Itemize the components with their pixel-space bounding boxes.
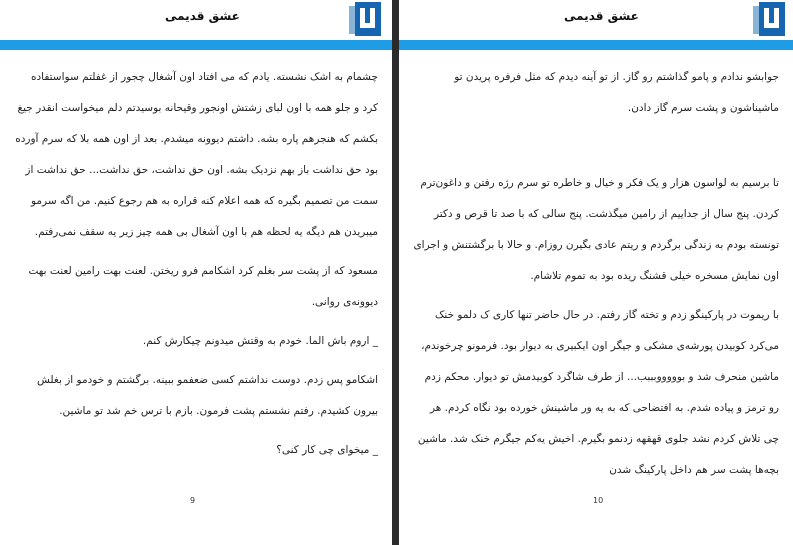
paragraph: تا برسیم به لواسون هزار و یک فکر و خیال و خاطره تو سرم رژه رفتن و داغون‌ترم کردن. پنج سال از جداییم از رامین میگذشت. پنج سالی که با صد تا قرص و دکتر تونسته بودم به زندگی برگردم و ریتم عادی بگیرن روزام. و حالا با برگشتنش و اجرای اون نمایش مسخره خیلی قشنگ ریده بود به تموم تلاشام.	[413, 177, 779, 282]
page-body	[413, 62, 779, 486]
paragraph: جوابشو ندادم و پامو گذاشتم رو گاز. از تو آینه دیدم که مثل فرفره پریدن تو ماشیناشون و پشت سرم گاز دادن.	[454, 71, 779, 114]
page-number: 9	[190, 496, 196, 505]
book-page-left	[0, 0, 392, 545]
book-logo-icon	[753, 2, 787, 36]
paragraph: اشکامو پس زدم. دوست نداشتم کسی ضعفمو ببینه. برگشتم و خودمو از بغلش بیرون کشیدم. رفتم نشستم پشت فرمون. بازم با ترس خم شد تو ماشین.	[37, 374, 378, 417]
book-logo-icon	[349, 2, 383, 36]
paragraph: با ریموت در پارکینگو زدم و تخته گاز رفتم. در حال حاضر تنها کاری ک دلمو خنک می‌کرد کوبیدن پورشه‌ی مشکی و جیگر اون ایکبیری به دیوار بود. فرمونو چرخوندم، ماشین منحرف شد و بوووووبببب... از طرف شاگرد کوبیدمش تو دیوار. محکم زدم رو ترمز و پیاده شدم. به افتضاحی که به یه ور ماشینش خورده بود نگاه کردم. هر چی تلاش کردم نشد جلوی قهقهه زدنمو بگیرم. اخیش یه‌کم جیگرم خنک شد. ماشین بچه‌ها پشت سر هم داخل پارکینگ شدن	[417, 309, 779, 476]
paragraph: مسعود که از پشت سر بغلم کرد اشکامم فرو ریختن. لعنت بهت رامین لعنت بهت دیوونه‌ی روانی.	[28, 265, 378, 308]
page-body	[14, 62, 378, 466]
page-header	[0, 0, 392, 38]
page-header-title: عشق قدیمی	[564, 9, 639, 23]
page-header-title: عشق قدیمی	[165, 9, 240, 23]
page-header	[399, 0, 793, 38]
page-number: 10	[593, 496, 604, 505]
header-accent-bar	[399, 40, 793, 50]
header-accent-bar	[0, 40, 392, 50]
paragraph: _ اروم باش الما. خودم به وقتش میدونم چیکارش کنم.	[142, 335, 378, 347]
paragraph: _ میخوای چی کار کنی؟	[276, 444, 378, 456]
paragraph: چشمام به اشک نشسته. یادم که می افتاد اون آشغال چجور از غفلتم سواستفاده کرد و جلو همه با اون لبای زشتش اونجور وقیحانه بوسیدتم دلم میخواست انقدر جیغ بکشم که هنجرهم پاره بشه. داشتم دیوونه میشدم. بعد از اون همه بلا که سرم آورده بود حق نداشت باز بهم نزدیک بشه. اون حق نداشت، حق نداشت... حق نداشت از سمت من تصمیم بگیره که همه اعلام کنه قراره به هم رجوع کنیم. من اگه سرمو میبریدن هم دیگه یه لحظه هم با اون آشغال بی همه چیز زیر یه سقف نمی‌رفتم.	[15, 71, 378, 238]
book-page-right	[399, 0, 793, 545]
